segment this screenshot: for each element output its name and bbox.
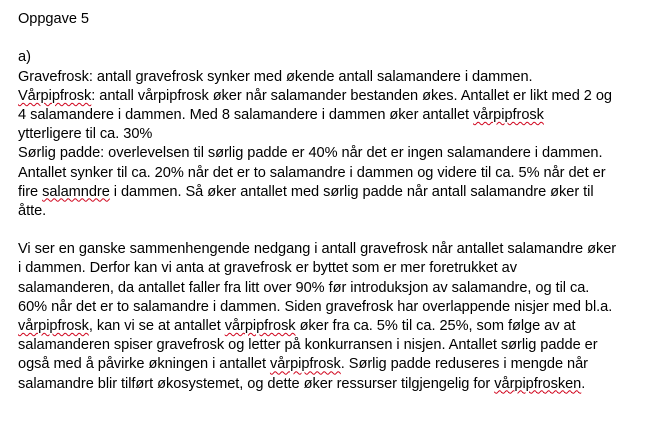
text-line: også med å påvirke økningen i antallet vårpipfrosk. Sørlig padde reduseres i mengde når [18, 356, 588, 373]
spellcheck-flagged-word[interactable]: Vårpipfrosk [18, 87, 92, 104]
document-heading: Oppgave 5 [18, 11, 89, 27]
spellcheck-flagged-word[interactable]: vårpipfrosk [224, 318, 296, 334]
spellcheck-flagged-word[interactable]: vårpipfrosk [473, 106, 544, 123]
blank-line [18, 221, 669, 240]
document-body [18, 68, 669, 394]
text-line: salamanderen, da antallet faller fra litt over 90% før introduksjon av salamandre, og til ca. [18, 279, 590, 296]
text-line: Sørlig padde: overlevelsen til sørlig padde er 40% når det er ingen salamandere i dammen. [18, 145, 603, 162]
text-line: Antallet synker til ca. 20% når det er to salamandre i dammen og videre til ca. 5% når det er [18, 164, 606, 181]
spellcheck-flagged-word[interactable]: salamndre [42, 183, 110, 200]
text-line: salamandre blir tilført økosystemet, og dette øker ressurser tilgjengelig for vårpipfrosken. [18, 375, 586, 392]
section-label: a) [18, 49, 31, 66]
text-line: åtte. [18, 202, 47, 219]
text-line: 4 salamandere i dammen. Med 8 salamandere i dammen øker antallet vårpipfrosk [18, 106, 544, 123]
spellcheck-flagged-word[interactable]: vårpipfrosk [18, 318, 89, 334]
text-line: Vi ser en ganske sammenhengende nedgang i antall gravefrosk når antallet salamandre øker [18, 241, 617, 258]
text-line: i dammen. Derfor kan vi anta at gravefrosk er byttet som er mer foretrukket av [18, 260, 517, 277]
blank-line [18, 29, 669, 48]
text-line: vårpipfrosk, kan vi se at antallet vårpipfrosk øker fra ca. 5% til ca. 25%, som følge av at [18, 318, 576, 334]
spellcheck-flagged-word[interactable]: vårpipfrosken [494, 375, 582, 392]
text-line: Vårpipfrosk: antall vårpipfrosk øker når salamander bestanden økes. Antallet er likt med 2 og [18, 87, 612, 104]
spellcheck-flagged-word[interactable]: vårpipfrosk [269, 356, 341, 373]
text-line: Gravefrosk: antall gravefrosk synker med økende antall salamandere i dammen. [18, 68, 533, 85]
text-line: 60% når det er to salamandre i dammen. Siden gravefrosk har overlappende nisjer med bl.a. [18, 298, 613, 315]
text-line: fire salamndre i dammen. Så øker antallet med sørlig padde når antall salamandre øker til [18, 183, 594, 200]
text-line: ytterligere til ca. 30% [18, 126, 153, 143]
text-line: salamanderen spiser gravefrosk og letter på konkurransen i nisjen. Antallet sørlig padde er [18, 337, 598, 354]
